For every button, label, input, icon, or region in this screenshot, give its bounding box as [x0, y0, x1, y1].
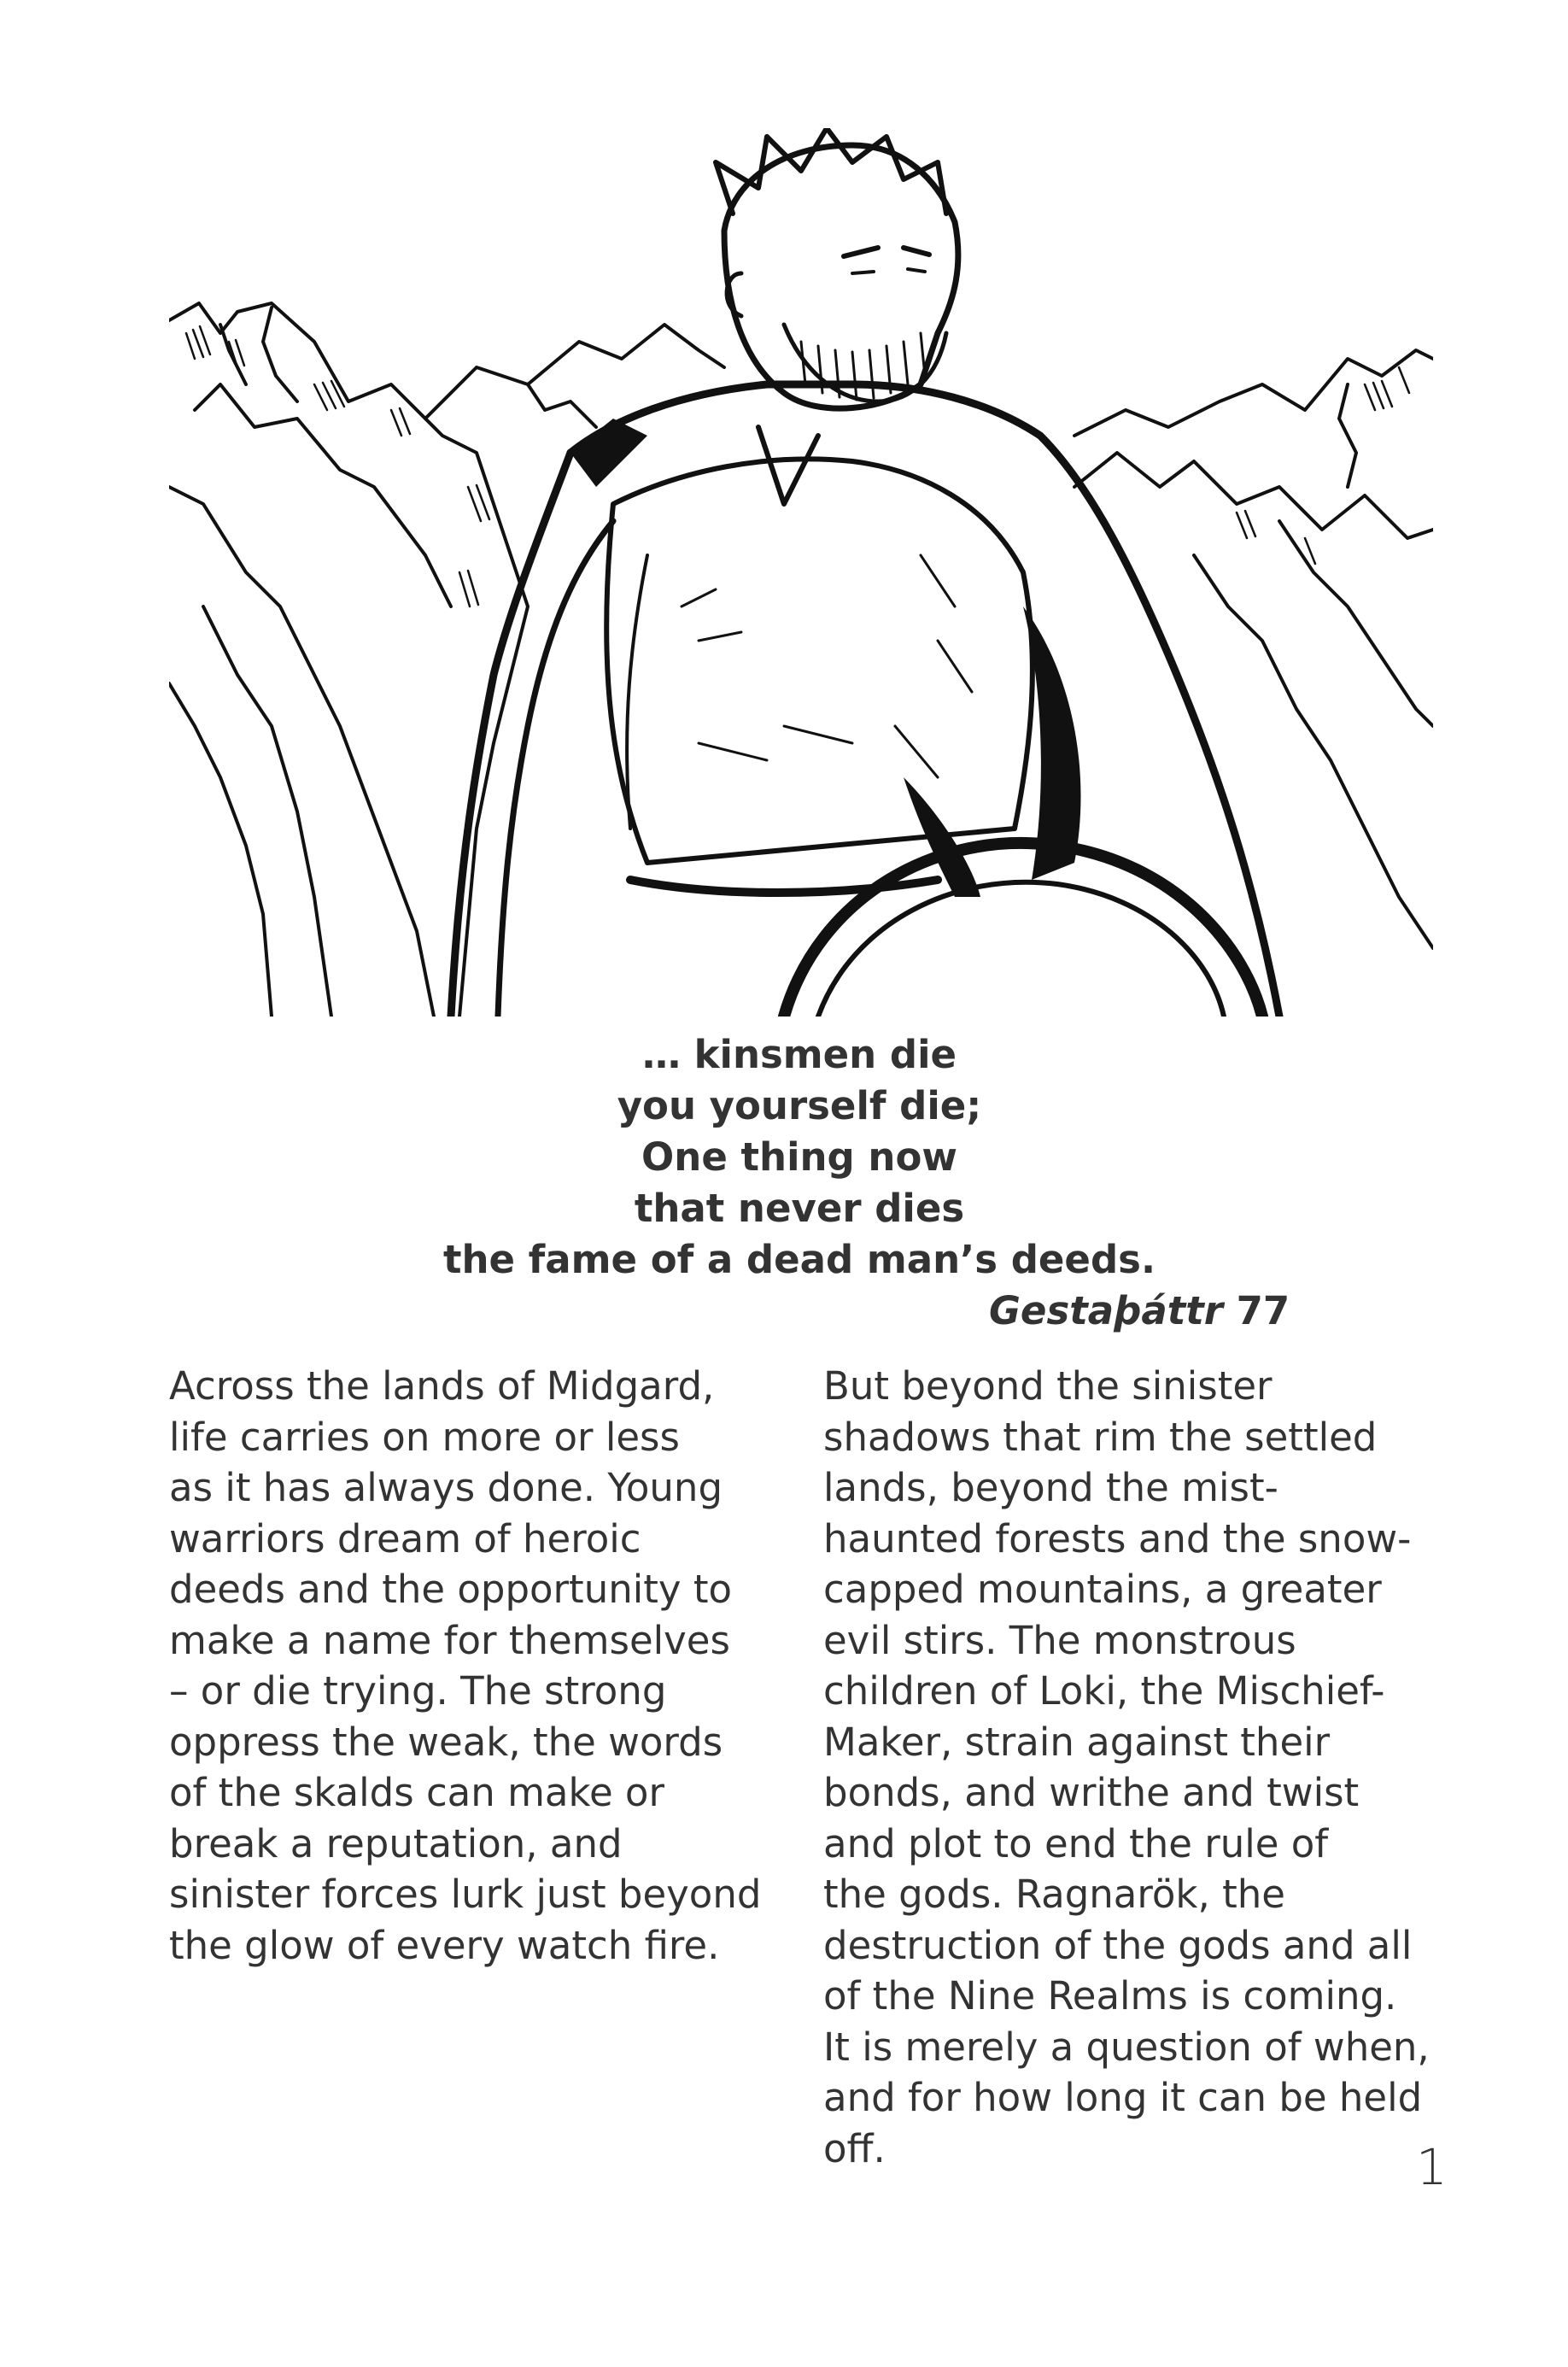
- poem-epigraph: [0, 1029, 1568, 1286]
- text-line: the glow of every watch fire.: [169, 1922, 720, 1968]
- text-line: Across the lands of Midgard,: [169, 1363, 715, 1409]
- viking-warrior-illustration: [169, 128, 1433, 1017]
- poem-line: you yourself die;: [617, 1083, 982, 1128]
- attribution-verse: 77: [1236, 1288, 1290, 1333]
- poem-line: … kinsmen die: [641, 1032, 957, 1077]
- text-line: evil stirs. The monstrous: [823, 1617, 1296, 1663]
- text-line: Maker, strain against their: [823, 1719, 1331, 1765]
- text-line: – or die trying. The strong: [169, 1668, 667, 1714]
- text-line: off.: [823, 2125, 886, 2171]
- warrior-head: [716, 128, 958, 408]
- text-line: the gods. Ragnarök, the: [823, 1872, 1285, 1917]
- attribution-work: Gestaþáttr: [989, 1288, 1223, 1333]
- text-line: of the Nine Realms is coming.: [823, 1973, 1397, 2018]
- page-number: 1: [1416, 2138, 1448, 2196]
- poem-line: the fame of a dead man’s deeds.: [442, 1237, 1156, 1282]
- text-line: destruction of the gods and all: [823, 1922, 1413, 1968]
- right-column-text: [823, 1361, 1438, 2174]
- mountains-right: [1074, 350, 1433, 436]
- poem-attribution: [989, 1286, 1290, 1337]
- text-line: and for how long it can be held: [823, 2075, 1423, 2120]
- poem-line: that never dies: [634, 1186, 965, 1231]
- text-line: as it has always done. Young: [169, 1465, 723, 1510]
- text-line: deeds and the opportunity to: [169, 1567, 733, 1612]
- text-line: warriors dream of heroic: [169, 1515, 641, 1561]
- text-line: oppress the weak, the words: [169, 1719, 723, 1765]
- text-line: children of Loki, the Mischief-: [823, 1668, 1385, 1714]
- mountains-left: [169, 303, 528, 1017]
- text-line: of the skalds can make or: [169, 1770, 664, 1815]
- left-column-text: [169, 1361, 784, 1971]
- text-line: make a name for themselves: [169, 1617, 730, 1663]
- text-line: It is merely a question of when,: [823, 2024, 1430, 2070]
- poem-line: One thing now: [641, 1134, 957, 1180]
- text-line: haunted forests and the snow-: [823, 1515, 1412, 1561]
- text-line: sinister forces lurk just beyond: [169, 1872, 762, 1917]
- text-line: shadows that rim the settled: [823, 1414, 1378, 1460]
- text-line: and plot to end the rule of: [823, 1820, 1329, 1866]
- text-line: But beyond the sinister: [823, 1363, 1273, 1409]
- text-line: bonds, and writhe and twist: [823, 1770, 1360, 1815]
- warrior-shield: [784, 843, 1262, 1017]
- text-line: capped mountains, a greater: [823, 1567, 1382, 1612]
- warrior-torso: [606, 459, 1033, 863]
- text-line: lands, beyond the mist-: [823, 1465, 1278, 1510]
- text-line: life carries on more or less: [169, 1414, 680, 1460]
- text-line: break a reputation, and: [169, 1820, 623, 1866]
